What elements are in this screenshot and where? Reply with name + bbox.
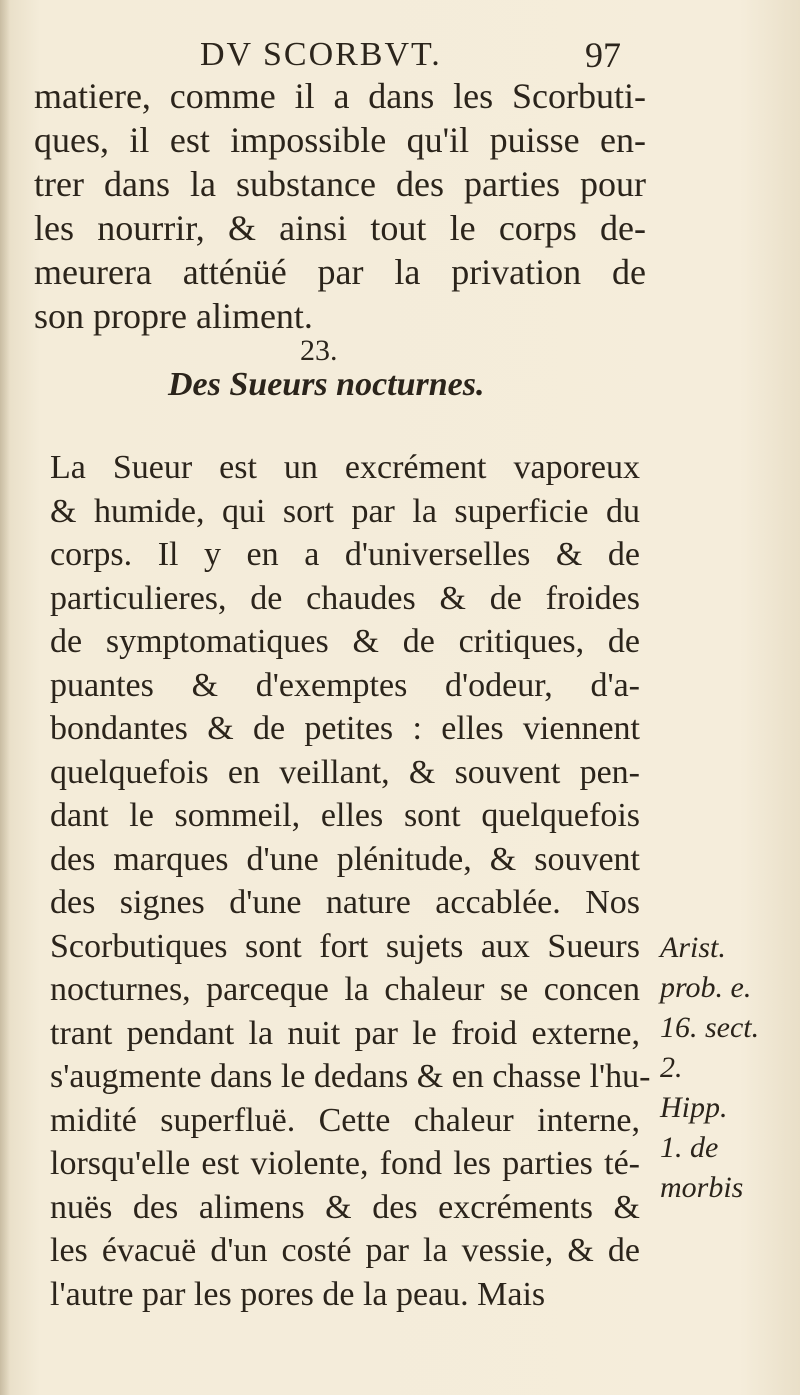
text-line: des marques d'une plénitude, & souvent [50, 840, 640, 878]
text-line: s'augmente dans le dedans & en chasse l'hu- [50, 1058, 651, 1095]
text-line: nuës des alimens & des excréments & [50, 1188, 640, 1226]
text-line: La Sueur est un excrément vaporeux [50, 449, 640, 486]
text-line: de symptomatiques & de critiques, de [50, 623, 640, 660]
text-line: nocturnes, parceque la chaleur se concen [50, 971, 640, 1008]
text-line: particulieres, de chaudes & de froides [50, 579, 640, 617]
text-line: matiere, comme il a dans les Scorbuti- [34, 76, 646, 116]
citation-line: Arist. [660, 931, 726, 964]
citation-line: Hipp. [660, 1091, 728, 1124]
text-line: dant le sommeil, elles sont quelquefois [50, 797, 640, 834]
citation-line: prob. e. [660, 971, 752, 1004]
page-gutter-shadow [0, 0, 10, 1395]
marginal-citation [660, 928, 780, 1208]
page-number: 97 [585, 35, 621, 75]
paragraph-sueurs [50, 446, 651, 1316]
text-line: midité superfluë. Cette chaleur interne, [50, 1101, 640, 1139]
citation-line: morbis [660, 1171, 744, 1204]
citation-line: 2. [660, 1051, 683, 1084]
text-line: les nourrir, & ainsi tout le corps de- [34, 208, 646, 248]
section-number: 23. [300, 334, 338, 367]
text-line: quelquefois en veillant, & souvent pen- [50, 753, 640, 791]
text-line: & humide, qui sort par la superficie du [50, 492, 640, 530]
text-line: son propre aliment. [34, 296, 313, 336]
section-title: Des Sueurs nocturnes. [168, 366, 485, 403]
citation-line: 16. sect. [660, 1011, 760, 1044]
running-title: DV SCORBVT. [200, 36, 442, 73]
text-line: l'autre par les pores de la peau. Mais [50, 1275, 546, 1313]
text-line: trant pendant la nuit par le froid externe, [50, 1014, 640, 1052]
text-line: des signes d'une nature accablée. Nos [50, 884, 640, 921]
text-line: puantes & d'exemptes d'odeur, d'a- [50, 666, 640, 704]
text-line: trer dans la substance des parties pour [34, 164, 646, 204]
text-line: lorsqu'elle est violente, fond les parties té- [50, 1145, 640, 1182]
citation-line: 1. de [660, 1131, 719, 1164]
text-line: ques, il est impossible qu'il puisse en- [34, 120, 646, 160]
paragraph-continued [34, 74, 646, 338]
text-line: Scorbutiques sont fort sujets aux Sueurs [50, 927, 640, 965]
text-line: corps. Il y en a d'universelles & de [50, 536, 640, 573]
text-line: bondantes & de petites : elles viennent [50, 710, 640, 747]
text-line: les évacuë d'un costé par la vessie, & de [50, 1232, 640, 1269]
text-line: meurera atténüé par la privation de [34, 252, 646, 292]
